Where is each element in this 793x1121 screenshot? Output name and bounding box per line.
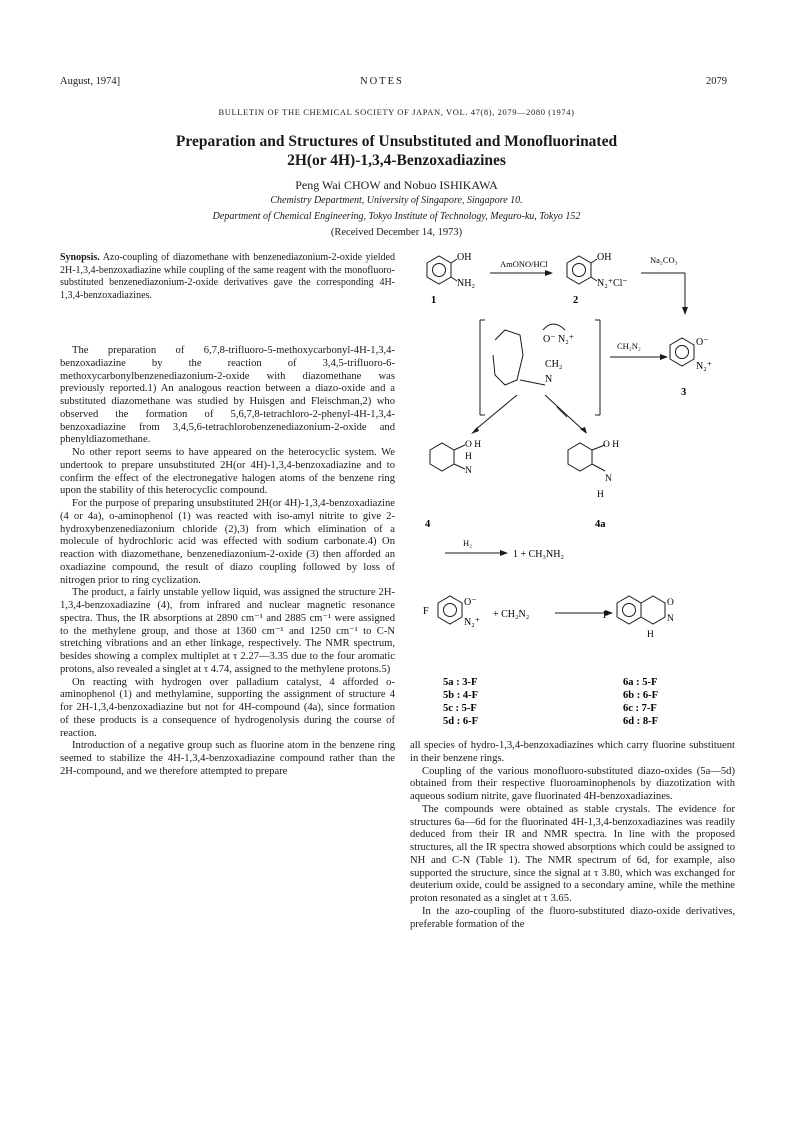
paragraph: Introduction of a negative group such as fluorine atom in the benzene ring seemed to stabilize the 4H-1,3,4-benzoxadiazine compound rather than the 2H-compound, and we therefore attempted to prepare <box>60 740 395 777</box>
compound-label-2: 2 <box>573 295 579 306</box>
f-label: F <box>603 610 609 621</box>
affiliation-singapore: Chemistry Department, University of Singapore, Singapore 10. <box>270 195 523 206</box>
synopsis <box>60 252 395 302</box>
ring4-n-label: N <box>465 466 472 476</box>
oxadiazine-ring-4 <box>430 443 454 471</box>
affiliation-tokyo: Department of Chemical Engineering, Tokyo Institute of Technology, Meguro-ku, Tokyo 152 <box>212 211 581 222</box>
hydrogenolysis-products: 1 + CH₃NH₂ <box>513 549 564 560</box>
benzene-ring-2 <box>567 256 591 284</box>
oh-label: OH <box>457 252 472 263</box>
series5-item: 5a : 3-F <box>443 677 478 688</box>
reaction-scheme <box>405 245 740 735</box>
n2-plus-label: N₂⁺ <box>696 361 712 372</box>
ring4-h-label: H <box>465 452 472 462</box>
synopsis-label: Synopsis. <box>60 252 100 263</box>
section-name: NOTES <box>360 76 404 87</box>
intermediate-o-label: O⁻ N₂⁺ <box>543 334 574 345</box>
reagent-na2co3: Na₂CO₃ <box>650 255 678 265</box>
o-minus-label: O⁻ <box>464 597 477 608</box>
synopsis-text: Azo-coupling of diazomethane with benzenediazonium-2-oxide yielded 2H-1,3,4-benzoxadiazine while coupling of the same reagent with the monofluoro-substituted benzenediazonium-2-oxide derivatives gave the corresponding 4H-1,3,4-benzoxadiazines. <box>60 252 395 301</box>
authors: Peng Wai CHOW and Nobuo ISHIKAWA <box>295 178 498 192</box>
reagent-h2: H₂ <box>463 538 473 548</box>
paragraph: all species of hydro-1,3,4-benzoxadiazines which carry fluorine substituent in their benzene rings. <box>410 740 735 764</box>
journal-citation: BULLETIN OF THE CHEMICAL SOCIETY OF JAPAN, VOL. 47(8), 2079—2080 (1974) <box>218 107 575 117</box>
running-date: August, 1974] <box>60 76 121 87</box>
series6-item: 6b : 6-F <box>623 690 658 701</box>
compound-label-4a: 4a <box>595 519 606 530</box>
compound-label-3: 3 <box>681 387 687 398</box>
benzene-ring-5 <box>438 596 462 624</box>
right-column <box>410 740 735 931</box>
benzene-ring-3 <box>670 338 694 366</box>
o-minus-label: O⁻ <box>696 337 709 348</box>
n-label: N <box>545 374 553 385</box>
paragraph: The product, a fairly unstable yellow liquid, was assigned the structure 2H-1,3,4-benzoxadiazine (4), from infrared and nuclear magnetic resonance spectra. Thus, the IR absorptions at 2890 cm⁻¹ and 2885 cm⁻¹ were assigned to the methylene group, and those at 1360 cm⁻¹ and 1250 cm⁻¹ to C-N stretching vibrations and an ether linkage, respectively. The NMR spectrum, besides showing a complex multiplet at τ 2.27—3.35 due to the four aromatic protons, also revealed a singlet at τ 4.74, assigned to the methylene protons.5) <box>60 587 395 675</box>
received-date: (Received December 14, 1973) <box>330 227 463 238</box>
benzene-ring-6 <box>617 596 641 624</box>
page-number: 2079 <box>706 76 727 87</box>
ring4a-o-label: O H <box>603 440 620 450</box>
article-title-line1: Preparation and Structures of Unsubstituted and Monofluorinated <box>175 133 618 150</box>
ring4-o-label: O H <box>465 440 482 450</box>
ring4a-n-label: N <box>605 474 612 484</box>
ring6-h-label: H <box>647 630 654 640</box>
compound-label-4: 4 <box>425 519 431 530</box>
series5-item: 5b : 4-F <box>443 690 478 701</box>
ch2-label: CH₂ <box>545 359 563 370</box>
paragraph: On reacting with hydrogen over palladium catalyst, 4 afforded o-aminophenol (1) and methylamine, supporting the assignment of structure 4 for 2H-1,3,4-benzoxadiazine but not for 4H-compound (4a), since formation of these products is a consequence of hydrogenolysis during the course of reaction. <box>60 676 395 739</box>
f-label: F <box>423 606 429 617</box>
article-title-line2: 2H(or 4H)-1,3,4-Benzoxadiazines <box>287 152 506 169</box>
series6-item: 6c : 7-F <box>623 703 657 714</box>
oh-label: OH <box>597 252 612 263</box>
series5-item: 5d : 6-F <box>443 716 478 727</box>
paragraph: The compounds were obtained as stable crystals. The evidence for structures 6a—6d for the fluorinated 4H-1,3,4-benzoxadiazines was readily deduced from their IR and NMR spectra. In line with the proposed structures, all the IR spectra showed absorptions which could be assigned to NH and C-N (Table 1). The NMR spectrum of 6d, for example, also supported the structure, since the signal at τ 3.80, which was exchanged for deuterium oxide, could be assigned to a secondary amine, while the methine proton resonated as a singlet at τ 3.65. <box>410 803 735 904</box>
reagent-ch2n2: CH₂N₂ <box>617 341 641 351</box>
paragraph: For the purpose of preparing unsubstituted 2H(or 4H)-1,3,4-benzoxadiazine (4 or 4a), o-aminophenol (1) was reacted with iso-amyl nitrite to give 2-hydroxybenzenediazonium chloride (2),3) from which elimination of a molecule of hydrochloric acid was effected with sodium carbonate.4) On reaction with diazomethane, benzenediazonium-2-oxide (3) then afforded an oxadiazine compound, the result of diazo coupling followed by loss of nitrogen prior to ring cyclization. <box>60 498 395 586</box>
paragraph: No other report seems to have appeared on the heterocyclic system. We undertook to prepare unsubstituted 2H(or 4H)-1,3,4-benzoxadiazine and to confirm the effect of the electronegative halogen atoms of the benzene ring upon the stability of this heterocyclic compound. <box>60 447 395 497</box>
plus-ch2n2: + CH₂N₂ <box>493 609 530 620</box>
compound-label-1: 1 <box>431 295 437 306</box>
series5-item: 5c : 5-F <box>443 703 477 714</box>
paragraph: Coupling of the various monofluoro-substituted diazo-oxides (5a—5d) obtained from their respective fluoroaminophenols by diazotization with aqueous sodium nitrite, gave fluorinated 4H-benzoxadiazines. <box>410 765 735 802</box>
paragraph: The preparation of 6,7,8-trifluoro-5-methoxycarbonyl-4H-1,3,4-benzoxadiazine by the reaction of 3,4,5-trifluoro-6-methoxycarbonylbenzenediazonium-2-oxide with diazomethane was previously reported.1) An analogous reaction between a diazo-oxide and a substituted diazomethane was studied by Huisgen and Fleischman,2) who observed the formation of 5,6,7,8-tetrachloro-2-phenyl-4H-1,3,4-benzoxadiazine from 3,4,5,6-tetrachlorobenzenediazonium-2-oxide and phenyldiazomethane. <box>60 345 395 446</box>
left-column <box>60 345 395 779</box>
oxadiazine-ring-4a <box>568 443 592 471</box>
n2-plus-label: N₂⁺ <box>464 617 480 628</box>
series6-item: 6a : 5-F <box>623 677 658 688</box>
ring6-n-label: N <box>667 614 674 624</box>
reagent-amono-hcl: AmONO/HCl <box>500 259 548 269</box>
benzene-ring-1 <box>427 256 451 284</box>
ring6-o-label: O <box>667 598 674 608</box>
paragraph: In the azo-coupling of the fluoro-substituted diazo-oxide derivatives, preferable formation of the <box>410 905 735 930</box>
ring4a-h-label: H <box>597 490 604 500</box>
nh2-label: NH₂ <box>457 278 475 289</box>
diazonium-cl-label: N₂⁺Cl⁻ <box>597 278 628 289</box>
series6-item: 6d : 8-F <box>623 716 658 727</box>
